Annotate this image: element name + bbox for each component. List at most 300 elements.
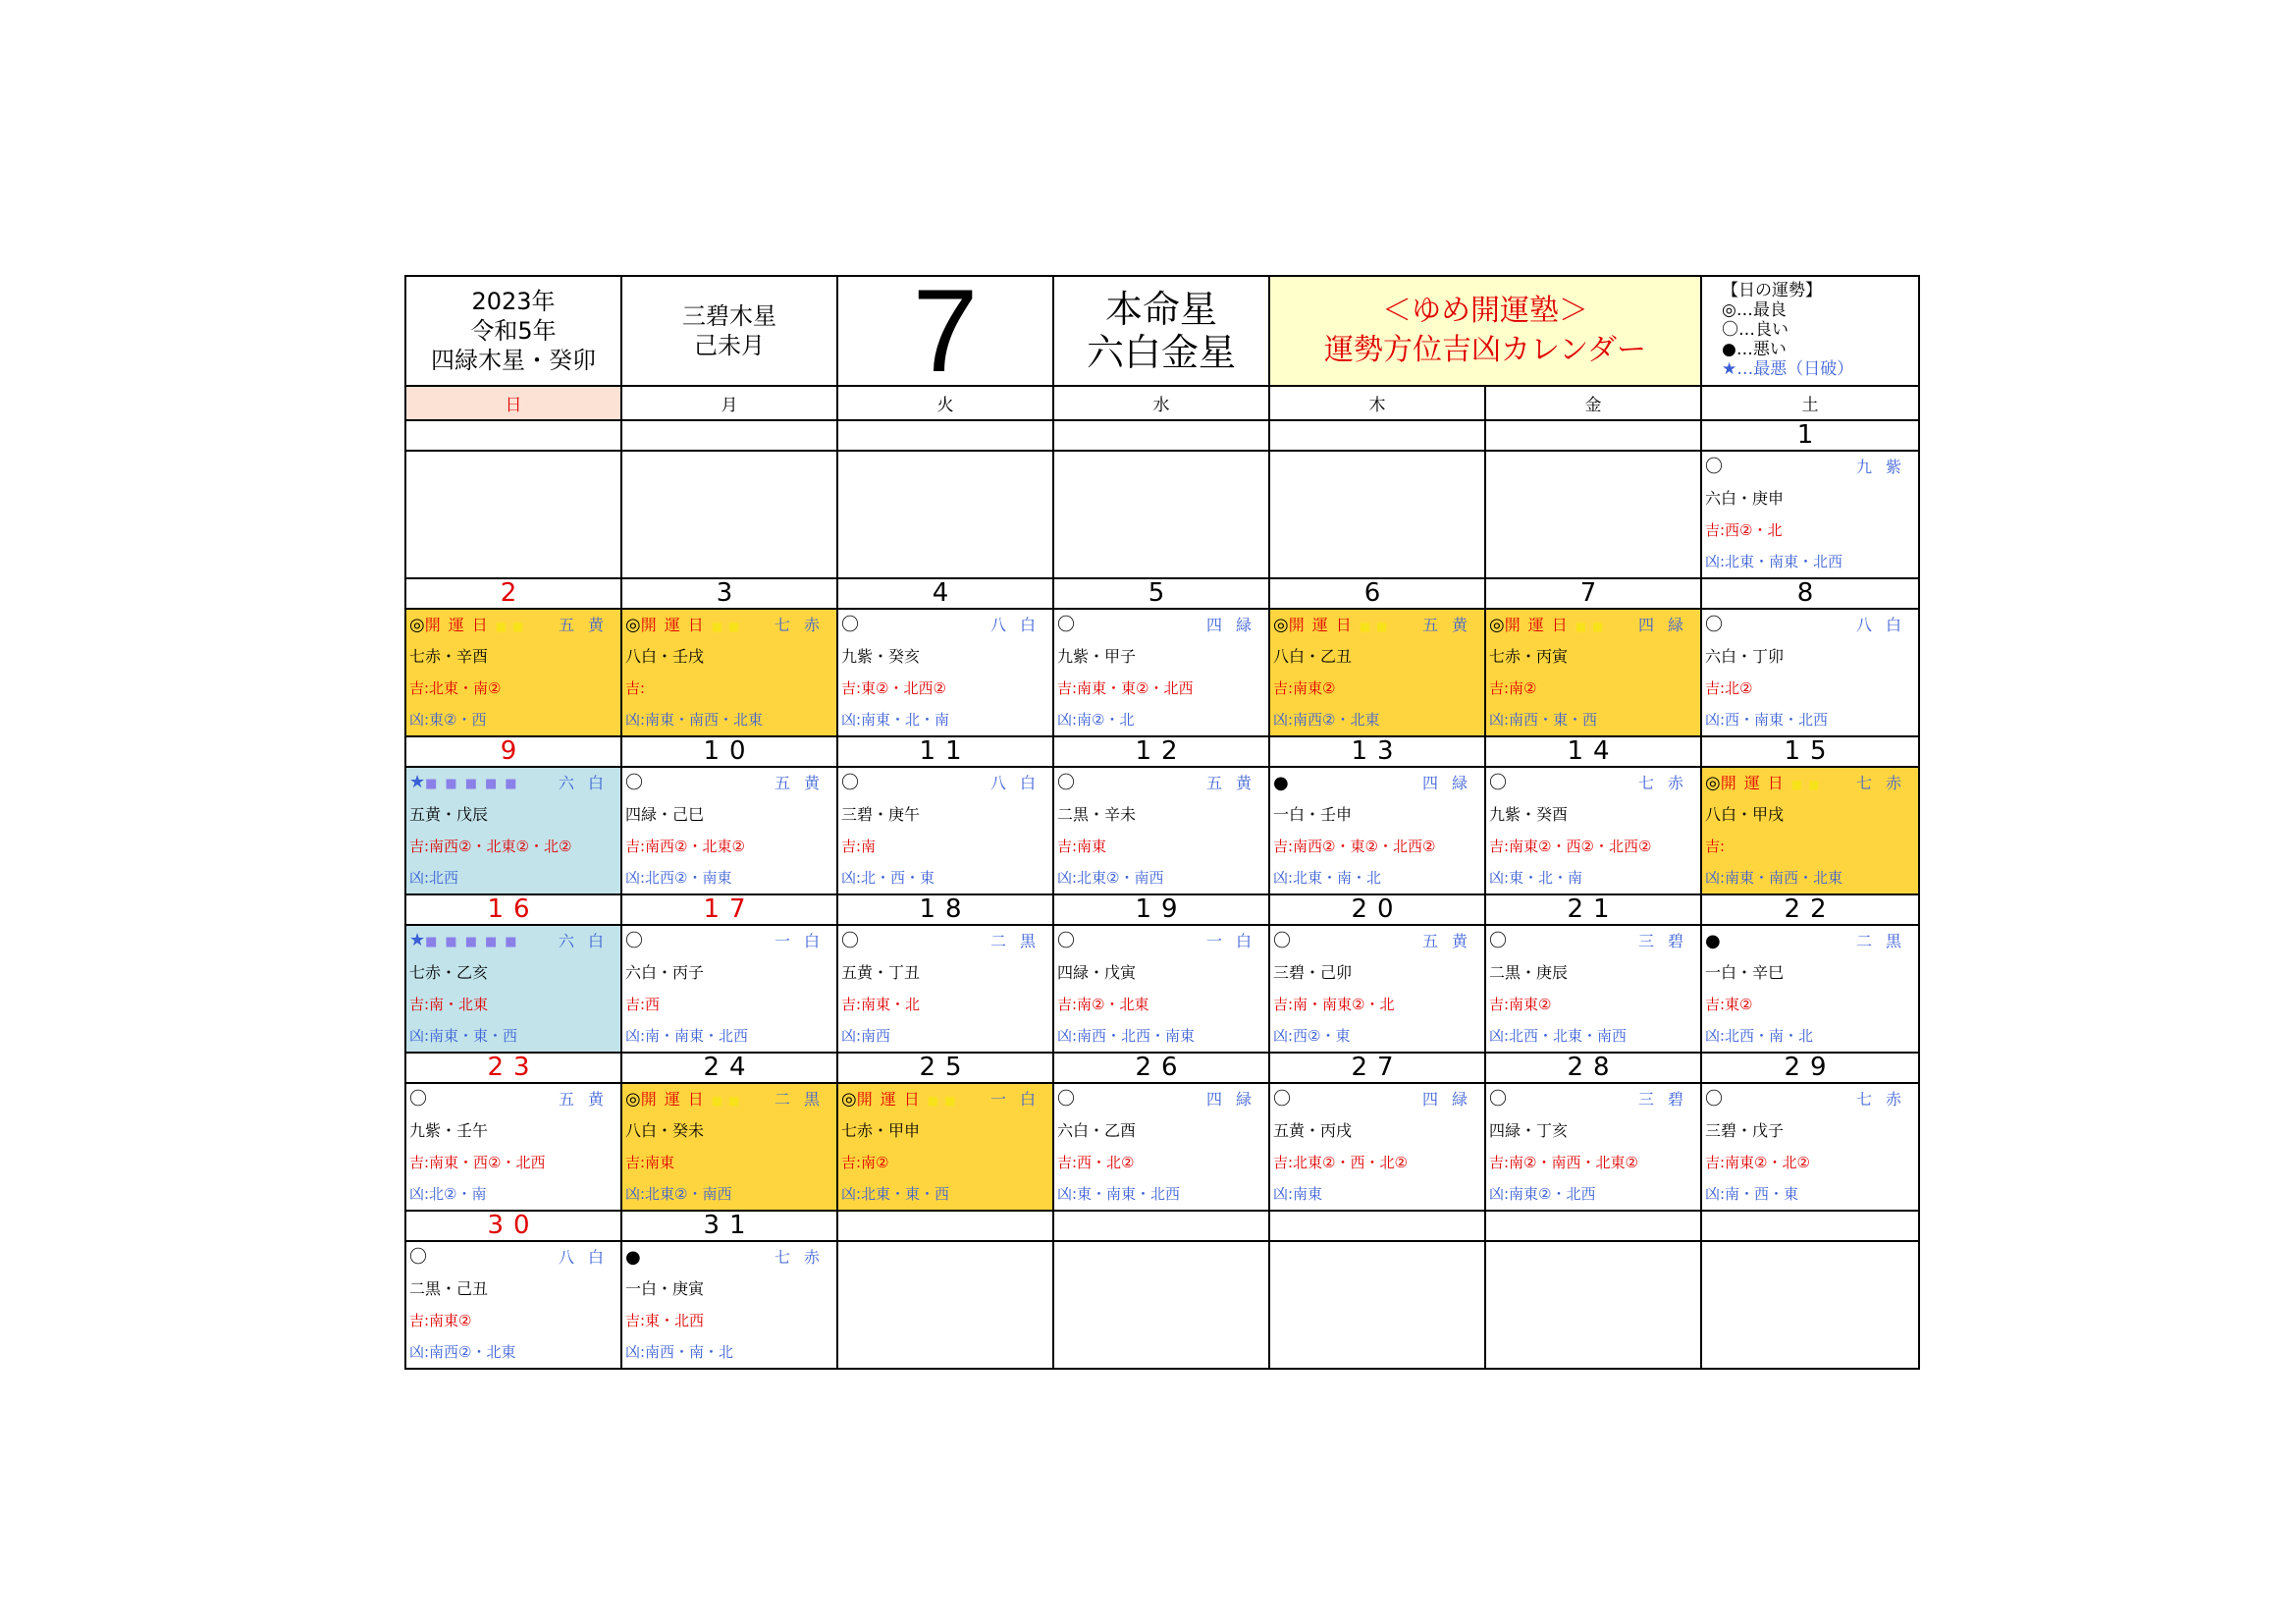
kanshi: 七赤・丙寅 — [1489, 647, 1569, 666]
day-number[interactable]: 19 — [1053, 894, 1269, 925]
fortune-line — [838, 926, 1052, 957]
bad-mark: ● — [625, 1247, 641, 1268]
good-mark: 〇 — [409, 1247, 427, 1268]
day-number[interactable]: 17 — [621, 894, 837, 925]
day-number[interactable]: 12 — [1053, 736, 1269, 767]
ruling-star: 四緑 — [1205, 1090, 1265, 1109]
calendar-subtitle: 運勢方位吉凶カレンダー — [1323, 333, 1647, 367]
bad-mark: ● — [1273, 773, 1289, 793]
decor-squares: ■■ — [495, 619, 530, 633]
kanshi: 九紫・壬午 — [409, 1121, 489, 1140]
fortune-line — [406, 1084, 620, 1115]
good-mark: 〇 — [1273, 931, 1291, 951]
ruling-star: 七赤 — [1855, 774, 1915, 792]
unlucky-directions: 凶:北東②・南西 — [1057, 869, 1164, 887]
ruling-star: 二黒 — [774, 1090, 833, 1109]
day-number[interactable]: 26 — [1053, 1053, 1269, 1083]
fortune-line — [406, 1242, 620, 1273]
ruling-star: 一白 — [989, 1090, 1049, 1109]
unlucky-directions: 凶:南東・南西・北東 — [625, 711, 764, 729]
fortune-line — [1702, 926, 1918, 957]
kanshi: 一白・庚寅 — [625, 1279, 705, 1298]
kanshi: 二黒・己丑 — [409, 1279, 489, 1298]
fortune-line — [1486, 768, 1700, 799]
kanshi: 八白・壬戌 — [625, 647, 705, 666]
day-cell[interactable] — [1701, 451, 1919, 578]
ruling-star: 五黄 — [1205, 774, 1265, 792]
day-cell[interactable] — [1485, 767, 1701, 894]
lucky-directions: 吉:南 — [841, 838, 877, 855]
day-cell[interactable] — [621, 767, 837, 894]
day-number — [837, 420, 1053, 451]
day-cell[interactable] — [837, 767, 1053, 894]
day-cell[interactable] — [405, 767, 621, 894]
fortune-line — [622, 1242, 836, 1273]
best-mark: ◎ — [841, 1088, 857, 1110]
day-cell[interactable] — [405, 1241, 621, 1369]
fortune-left — [625, 610, 745, 642]
fortune-left — [1705, 926, 1721, 957]
day-cell — [1269, 1241, 1485, 1369]
lucky-directions: 吉:南東② — [409, 1312, 472, 1329]
day-cell — [1053, 451, 1269, 578]
lucky-directions: 吉:南西②・北東②・北② — [409, 838, 572, 855]
legend-bad: ●…悪い — [1722, 340, 1787, 359]
day-number[interactable]: 13 — [1269, 736, 1485, 767]
day-cell[interactable] — [1053, 1083, 1269, 1211]
lucky-directions: 吉:南東・北 — [841, 996, 921, 1013]
good-mark: 〇 — [1489, 1089, 1507, 1110]
day-number[interactable]: 25 — [837, 1053, 1053, 1083]
good-mark: 〇 — [1489, 773, 1507, 793]
lucky-directions: 吉:南東②・北② — [1705, 1154, 1810, 1171]
fortune-line — [1486, 926, 1700, 957]
fortune-left — [409, 1084, 427, 1115]
good-mark: 〇 — [625, 773, 643, 793]
legend-good: 〇…良い — [1722, 320, 1789, 340]
fortune-left — [841, 1084, 961, 1116]
day-number[interactable]: 22 — [1701, 894, 1919, 925]
day-number[interactable]: 5 — [1053, 578, 1269, 609]
fortune-line — [1054, 768, 1268, 799]
date-detail-row — [405, 609, 1919, 736]
fortune-line — [1702, 768, 1918, 799]
kanshi: 九紫・癸酉 — [1489, 805, 1569, 824]
year-line: 2023年 — [471, 288, 556, 315]
decor-squares: ■■ — [1575, 619, 1610, 633]
legend-worst: ★…最悪（日破） — [1722, 359, 1854, 379]
fortune-line — [1270, 768, 1484, 799]
kanshi: 三碧・庚午 — [841, 805, 921, 824]
lucky-directions: 吉:南東 — [1057, 838, 1107, 855]
unlucky-directions: 凶:南・西・東 — [1705, 1185, 1799, 1203]
fortune-line — [622, 926, 836, 957]
lucky-directions: 吉: — [1705, 838, 1726, 855]
day-number — [1053, 420, 1269, 451]
fortune-left — [625, 926, 643, 957]
kanshi: 四緑・丁亥 — [1489, 1121, 1569, 1140]
good-mark: 〇 — [841, 931, 859, 951]
day-cell — [837, 1241, 1053, 1369]
ruling-star: 七赤 — [1637, 774, 1697, 792]
worst-star-icon: ★ — [409, 772, 426, 792]
kanshi: 六白・庚申 — [1705, 489, 1785, 508]
fortune-line — [1486, 610, 1700, 641]
day-cell[interactable] — [837, 609, 1053, 736]
calendar-title — [1269, 276, 1701, 386]
worst-star-icon: ★ — [409, 930, 426, 950]
good-mark: 〇 — [1057, 615, 1075, 635]
kanshi: 七赤・甲申 — [841, 1121, 921, 1140]
day-number — [1053, 1211, 1269, 1241]
day-cell[interactable] — [1269, 925, 1485, 1053]
lucky-directions: 吉:南② — [1489, 679, 1537, 697]
fortune-left — [1705, 452, 1723, 483]
lucky-directions: 吉: — [625, 679, 646, 697]
kanshi: 七赤・乙亥 — [409, 963, 489, 982]
day-number[interactable]: 7 — [1485, 578, 1701, 609]
decor-squares: ■■ — [1790, 777, 1826, 791]
day-number[interactable]: 27 — [1269, 1053, 1485, 1083]
day-cell[interactable] — [1053, 767, 1269, 894]
day-cell[interactable] — [837, 925, 1053, 1053]
best-mark: ◎ — [409, 614, 425, 635]
good-mark: 〇 — [1057, 931, 1075, 951]
day-number[interactable]: 2 — [405, 578, 621, 609]
kanshi: 五黄・丁丑 — [841, 963, 921, 982]
fortune-left — [409, 767, 525, 800]
calendar-table — [404, 275, 1920, 1370]
fortune-left — [1489, 1084, 1507, 1115]
fortune-line — [1270, 926, 1484, 957]
fortune-left — [625, 1084, 745, 1116]
day-cell[interactable] — [1485, 925, 1701, 1053]
day-number — [1269, 420, 1485, 451]
lucky-directions: 吉:南東②・西②・北西② — [1489, 838, 1652, 855]
day-number[interactable]: 16 — [405, 894, 621, 925]
date-number-row — [405, 894, 1919, 925]
lucky-directions: 吉:北東②・西・北② — [1273, 1154, 1408, 1171]
kanshi: 三碧・戊子 — [1705, 1121, 1785, 1140]
day-number[interactable]: 11 — [837, 736, 1053, 767]
fortune-left — [1057, 610, 1075, 641]
fortune-left — [1273, 1084, 1291, 1115]
good-mark: 〇 — [1273, 1089, 1291, 1110]
weekday-wed: 水 — [1053, 386, 1269, 420]
day-cell[interactable] — [621, 925, 837, 1053]
date-detail-row — [405, 767, 1919, 894]
unlucky-directions: 凶:東②・西 — [409, 711, 487, 729]
decor-squares: ■■ — [927, 1093, 962, 1108]
decor-squares: ■■■■■ — [425, 935, 525, 949]
decor-squares: ■■ — [711, 619, 746, 633]
lucky-directions: 吉:西 — [625, 996, 661, 1013]
fortune-left — [625, 768, 643, 799]
unlucky-directions: 凶:南西・北西・南東 — [1057, 1027, 1196, 1045]
weekday-fri: 金 — [1485, 386, 1701, 420]
kanshi: 五黄・戊辰 — [409, 805, 489, 824]
header-row — [405, 276, 1919, 386]
kaiun-label: 開運日 — [640, 615, 712, 634]
day-cell — [1701, 1241, 1919, 1369]
day-number[interactable]: 31 — [621, 1211, 837, 1241]
ruling-star: 二黒 — [1855, 932, 1915, 950]
day-cell[interactable] — [1485, 1083, 1701, 1211]
lucky-directions: 吉:南②・南西・北東② — [1489, 1154, 1638, 1171]
day-number[interactable]: 8 — [1701, 578, 1919, 609]
lucky-directions: 吉:東・北西 — [625, 1312, 705, 1329]
unlucky-directions: 凶:北西②・南東 — [625, 869, 732, 887]
kanshi: 一白・辛巳 — [1705, 963, 1785, 982]
fortune-left — [1273, 768, 1289, 799]
month-kanshi-line: 己未月 — [694, 332, 765, 359]
kaiun-label: 開運日 — [1720, 773, 1791, 792]
fortune-left — [1057, 1084, 1075, 1115]
ruling-star: 七赤 — [1855, 1090, 1915, 1109]
ruling-star: 八白 — [989, 774, 1049, 792]
ruling-star: 五黄 — [558, 1090, 617, 1109]
lucky-directions: 吉:南東② — [1489, 996, 1552, 1013]
day-cell — [1269, 451, 1485, 578]
kanshi: 九紫・癸亥 — [841, 647, 921, 666]
day-cell[interactable] — [621, 1241, 837, 1369]
decor-squares: ■■ — [711, 1093, 746, 1108]
day-cell[interactable] — [621, 609, 837, 736]
day-cell[interactable] — [1485, 609, 1701, 736]
school-name: ＜ゆめ開運塾＞ — [1382, 294, 1588, 328]
legend-best: ◎…最良 — [1722, 300, 1787, 320]
best-mark: ◎ — [625, 1088, 641, 1110]
unlucky-directions: 凶:北西・南・北 — [1705, 1027, 1814, 1045]
day-number[interactable]: 1 — [1701, 420, 1919, 451]
date-number-row — [405, 578, 1919, 609]
lucky-directions: 吉:南②・北東 — [1057, 996, 1149, 1013]
fortune-line — [1270, 1084, 1484, 1115]
unlucky-directions: 凶:南②・北 — [1057, 711, 1135, 729]
ruling-star: 一白 — [774, 932, 833, 950]
lucky-directions: 吉:南② — [841, 1154, 889, 1171]
fortune-left — [1489, 926, 1507, 957]
fortune-left — [1057, 768, 1075, 799]
fortune-left — [1273, 610, 1393, 642]
unlucky-directions: 凶:東・北・南 — [1489, 869, 1583, 887]
unlucky-directions: 凶:南東 — [1273, 1185, 1323, 1203]
kanshi: 八白・癸未 — [625, 1121, 705, 1140]
ruling-star: 四緑 — [1205, 616, 1265, 634]
ruling-star: 八白 — [1855, 616, 1915, 634]
day-number[interactable]: 28 — [1485, 1053, 1701, 1083]
ruling-star: 三碧 — [1637, 932, 1697, 950]
fortune-line — [1054, 1084, 1268, 1115]
ruling-star: 七赤 — [774, 616, 833, 634]
fortune-line — [406, 768, 620, 799]
day-number — [837, 1211, 1053, 1241]
legend-title: 【日の運勢】 — [1722, 281, 1822, 300]
fortune-left — [409, 1242, 427, 1273]
fortune-left — [1489, 610, 1609, 642]
day-cell[interactable] — [1269, 1083, 1485, 1211]
lucky-directions: 吉:東②・北西② — [841, 679, 946, 697]
kanshi: 三碧・己卯 — [1273, 963, 1353, 982]
weekday-sat: 土 — [1701, 386, 1919, 420]
unlucky-directions: 凶:南東②・北西 — [1489, 1185, 1596, 1203]
ruling-star: 九紫 — [1855, 458, 1915, 476]
date-number-row — [405, 736, 1919, 767]
day-cell — [621, 451, 837, 578]
fortune-left — [841, 768, 859, 799]
ruling-star: 四緑 — [1637, 616, 1697, 634]
day-cell[interactable] — [405, 609, 621, 736]
unlucky-directions: 凶:南東・東・西 — [409, 1027, 518, 1045]
kanshi: 九紫・甲子 — [1057, 647, 1137, 666]
unlucky-directions: 凶:東・南東・北西 — [1057, 1185, 1181, 1203]
lucky-directions: 吉:南東② — [1273, 679, 1336, 697]
lucky-directions: 吉:北東・南② — [409, 679, 502, 697]
day-cell[interactable] — [1701, 767, 1919, 894]
honmei-value: 六白金星 — [1086, 331, 1236, 374]
date-number-row — [405, 420, 1919, 451]
date-detail-row — [405, 925, 1919, 1053]
day-number[interactable]: 23 — [405, 1053, 621, 1083]
best-mark: ◎ — [1705, 772, 1721, 793]
lucky-directions: 吉:西②・北 — [1705, 521, 1783, 539]
fortune-line — [1702, 452, 1918, 483]
fortune-left — [1057, 926, 1075, 957]
ruling-star: 六白 — [558, 774, 617, 792]
fortune-line — [1702, 610, 1918, 641]
ruling-star: 七赤 — [774, 1248, 833, 1267]
fortune-line — [838, 610, 1052, 641]
unlucky-directions: 凶:北・西・東 — [841, 869, 935, 887]
day-number[interactable]: 20 — [1269, 894, 1485, 925]
day-cell[interactable] — [621, 1083, 837, 1211]
day-number[interactable]: 29 — [1701, 1053, 1919, 1083]
lucky-directions: 吉:北② — [1705, 679, 1753, 697]
fortune-left — [1489, 768, 1507, 799]
ruling-star: 一白 — [1205, 932, 1265, 950]
kanshi: 二黒・辛未 — [1057, 805, 1137, 824]
day-number[interactable]: 18 — [837, 894, 1053, 925]
day-number[interactable]: 4 — [837, 578, 1053, 609]
era-line: 令和5年 — [470, 317, 557, 345]
lucky-directions: 吉:西・北② — [1057, 1154, 1135, 1171]
kanshi: 八白・乙丑 — [1273, 647, 1353, 666]
decor-squares: ■■■■■ — [425, 777, 525, 791]
unlucky-directions: 凶:南西・東・西 — [1489, 711, 1598, 729]
day-number[interactable]: 9 — [405, 736, 621, 767]
lucky-directions: 吉:南・北東 — [409, 996, 489, 1013]
fortune-line — [838, 1084, 1052, 1115]
day-number[interactable]: 30 — [405, 1211, 621, 1241]
day-cell — [1485, 451, 1701, 578]
day-number — [1485, 1211, 1701, 1241]
kaiun-label: 開運日 — [1288, 615, 1360, 634]
unlucky-directions: 凶:南・南東・北西 — [625, 1027, 749, 1045]
unlucky-directions: 凶:南西②・北東 — [409, 1343, 516, 1361]
day-number[interactable]: 14 — [1485, 736, 1701, 767]
day-cell[interactable] — [1053, 925, 1269, 1053]
good-mark: 〇 — [1705, 1089, 1723, 1110]
kanshi: 四緑・己巳 — [625, 805, 705, 824]
day-cell — [405, 451, 621, 578]
fortune-left — [625, 1242, 641, 1273]
unlucky-directions: 凶:南西②・北東 — [1273, 711, 1380, 729]
fortune-line — [1702, 1084, 1918, 1115]
kanshi: 二黒・庚辰 — [1489, 963, 1569, 982]
fortune-line — [1270, 610, 1484, 641]
day-cell[interactable] — [1701, 1083, 1919, 1211]
ruling-star: 八白 — [558, 1248, 617, 1267]
kaiun-label: 開運日 — [856, 1089, 928, 1109]
day-number[interactable]: 6 — [1269, 578, 1485, 609]
ruling-star: 四緑 — [1421, 1090, 1481, 1109]
day-cell[interactable] — [405, 1083, 621, 1211]
fortune-left — [1273, 926, 1291, 957]
fortune-line — [1054, 926, 1268, 957]
best-mark: ◎ — [1273, 614, 1289, 635]
day-cell — [1053, 1241, 1269, 1369]
unlucky-directions: 凶:南東・北・南 — [841, 711, 950, 729]
unlucky-directions: 凶:北②・南 — [409, 1185, 487, 1203]
day-cell[interactable] — [837, 1083, 1053, 1211]
day-number[interactable]: 24 — [621, 1053, 837, 1083]
day-cell[interactable] — [1269, 609, 1485, 736]
best-mark: ◎ — [625, 614, 641, 635]
kanshi: 七赤・辛酉 — [409, 647, 489, 666]
day-number[interactable]: 21 — [1485, 894, 1701, 925]
ruling-star: 三碧 — [1637, 1090, 1697, 1109]
fortune-left — [841, 926, 859, 957]
date-detail-row — [405, 1241, 1919, 1369]
day-number[interactable]: 10 — [621, 736, 837, 767]
weekday-row — [405, 386, 1919, 420]
kanshi: 一白・壬申 — [1273, 805, 1353, 824]
ruling-star: 八白 — [989, 616, 1049, 634]
kanshi: 六白・乙酉 — [1057, 1121, 1137, 1140]
kaiun-label: 開運日 — [1504, 615, 1575, 634]
unlucky-directions: 凶:北東・南・北 — [1273, 869, 1382, 887]
ruling-star: 五黄 — [1421, 616, 1481, 634]
day-cell[interactable] — [1053, 609, 1269, 736]
weekday-tue: 火 — [837, 386, 1053, 420]
kanshi: 六白・丙子 — [625, 963, 705, 982]
unlucky-directions: 凶:西②・東 — [1273, 1027, 1351, 1045]
day-number[interactable]: 3 — [621, 578, 837, 609]
date-detail-row — [405, 1083, 1919, 1211]
day-cell[interactable] — [405, 925, 621, 1053]
year-info — [405, 276, 621, 386]
best-mark: ◎ — [1489, 614, 1505, 635]
fortune-line — [622, 768, 836, 799]
day-number — [1269, 1211, 1485, 1241]
kaiun-label: 開運日 — [640, 1089, 712, 1109]
good-mark: 〇 — [841, 615, 859, 635]
year-star-line: 四緑木星・癸卯 — [431, 347, 596, 374]
day-cell[interactable] — [1701, 925, 1919, 1053]
ruling-star: 六白 — [558, 932, 617, 950]
honmei-label: 本命星 — [1104, 288, 1217, 331]
honmei-star — [1053, 276, 1269, 386]
day-cell[interactable] — [1701, 609, 1919, 736]
day-number — [405, 420, 621, 451]
unlucky-directions: 凶:北西 — [409, 869, 459, 887]
day-number[interactable]: 15 — [1701, 736, 1919, 767]
fortune-line — [1054, 610, 1268, 641]
date-number-row — [405, 1211, 1919, 1241]
ruling-star: 四緑 — [1421, 774, 1481, 792]
day-cell[interactable] — [1269, 767, 1485, 894]
day-number — [1485, 420, 1701, 451]
